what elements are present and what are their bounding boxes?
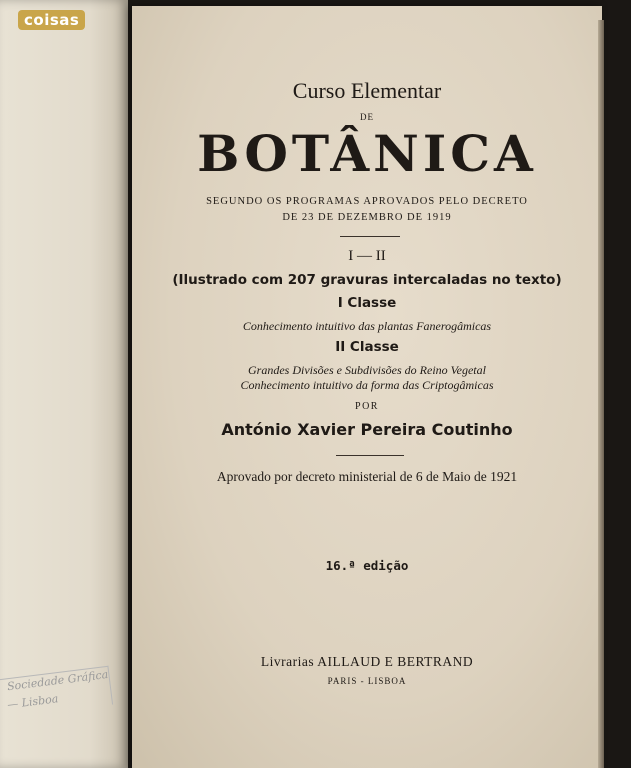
watermark-badge: coisas <box>18 10 85 30</box>
publisher-cities: PARIS - LISBOA <box>327 676 407 686</box>
class-2-title: II Classe <box>335 339 399 355</box>
library-stamp <box>0 665 124 749</box>
divider-rule-2 <box>336 455 404 456</box>
illustrated-note: (Ilustrado com 207 gravuras intercaladas no texto) <box>172 272 562 288</box>
volumes-label: I — II <box>348 248 386 264</box>
class-2-description-1: Grandes Divisões e Subdivisões do Reino Vegetal <box>248 363 486 377</box>
publisher-name: Livrarias AILLAUD E BERTRAND <box>260 654 474 669</box>
subtitle-line-2: DE 23 DE DEZEMBRO DE 1919 <box>282 212 452 223</box>
series-title: Curso Elementar <box>292 78 442 103</box>
stamp-line-2: — Lisboa <box>6 692 59 712</box>
class-1-title: I Classe <box>337 295 397 311</box>
class-1-description: Conhecimento intuitivo das plantas Fanerogâmicas <box>242 319 492 333</box>
title-connector: DE <box>360 112 374 122</box>
class-2-description-2: Conhecimento intuitivo da forma das Criptogâmicas <box>240 378 494 392</box>
author-name: António Xavier Pereira Coutinho <box>221 420 513 439</box>
title-page-content <box>132 6 602 768</box>
left-page <box>0 0 128 768</box>
stamp-line-1: Sociedade Gráfica <box>6 667 109 694</box>
edition-label: 16.ª edição <box>325 558 409 573</box>
title-page <box>132 6 602 768</box>
approval-note: Aprovado por decreto ministerial de 6 de Maio de 1921 <box>216 469 518 484</box>
stamp-border <box>0 666 113 719</box>
main-title: BOTÂNICA <box>197 124 537 183</box>
by-label: POR <box>355 401 379 412</box>
divider-rule <box>340 236 400 237</box>
page-edge <box>598 20 604 768</box>
subtitle-line-1: SEGUNDO OS PROGRAMAS APROVADOS PELO DECRETO <box>206 196 528 207</box>
